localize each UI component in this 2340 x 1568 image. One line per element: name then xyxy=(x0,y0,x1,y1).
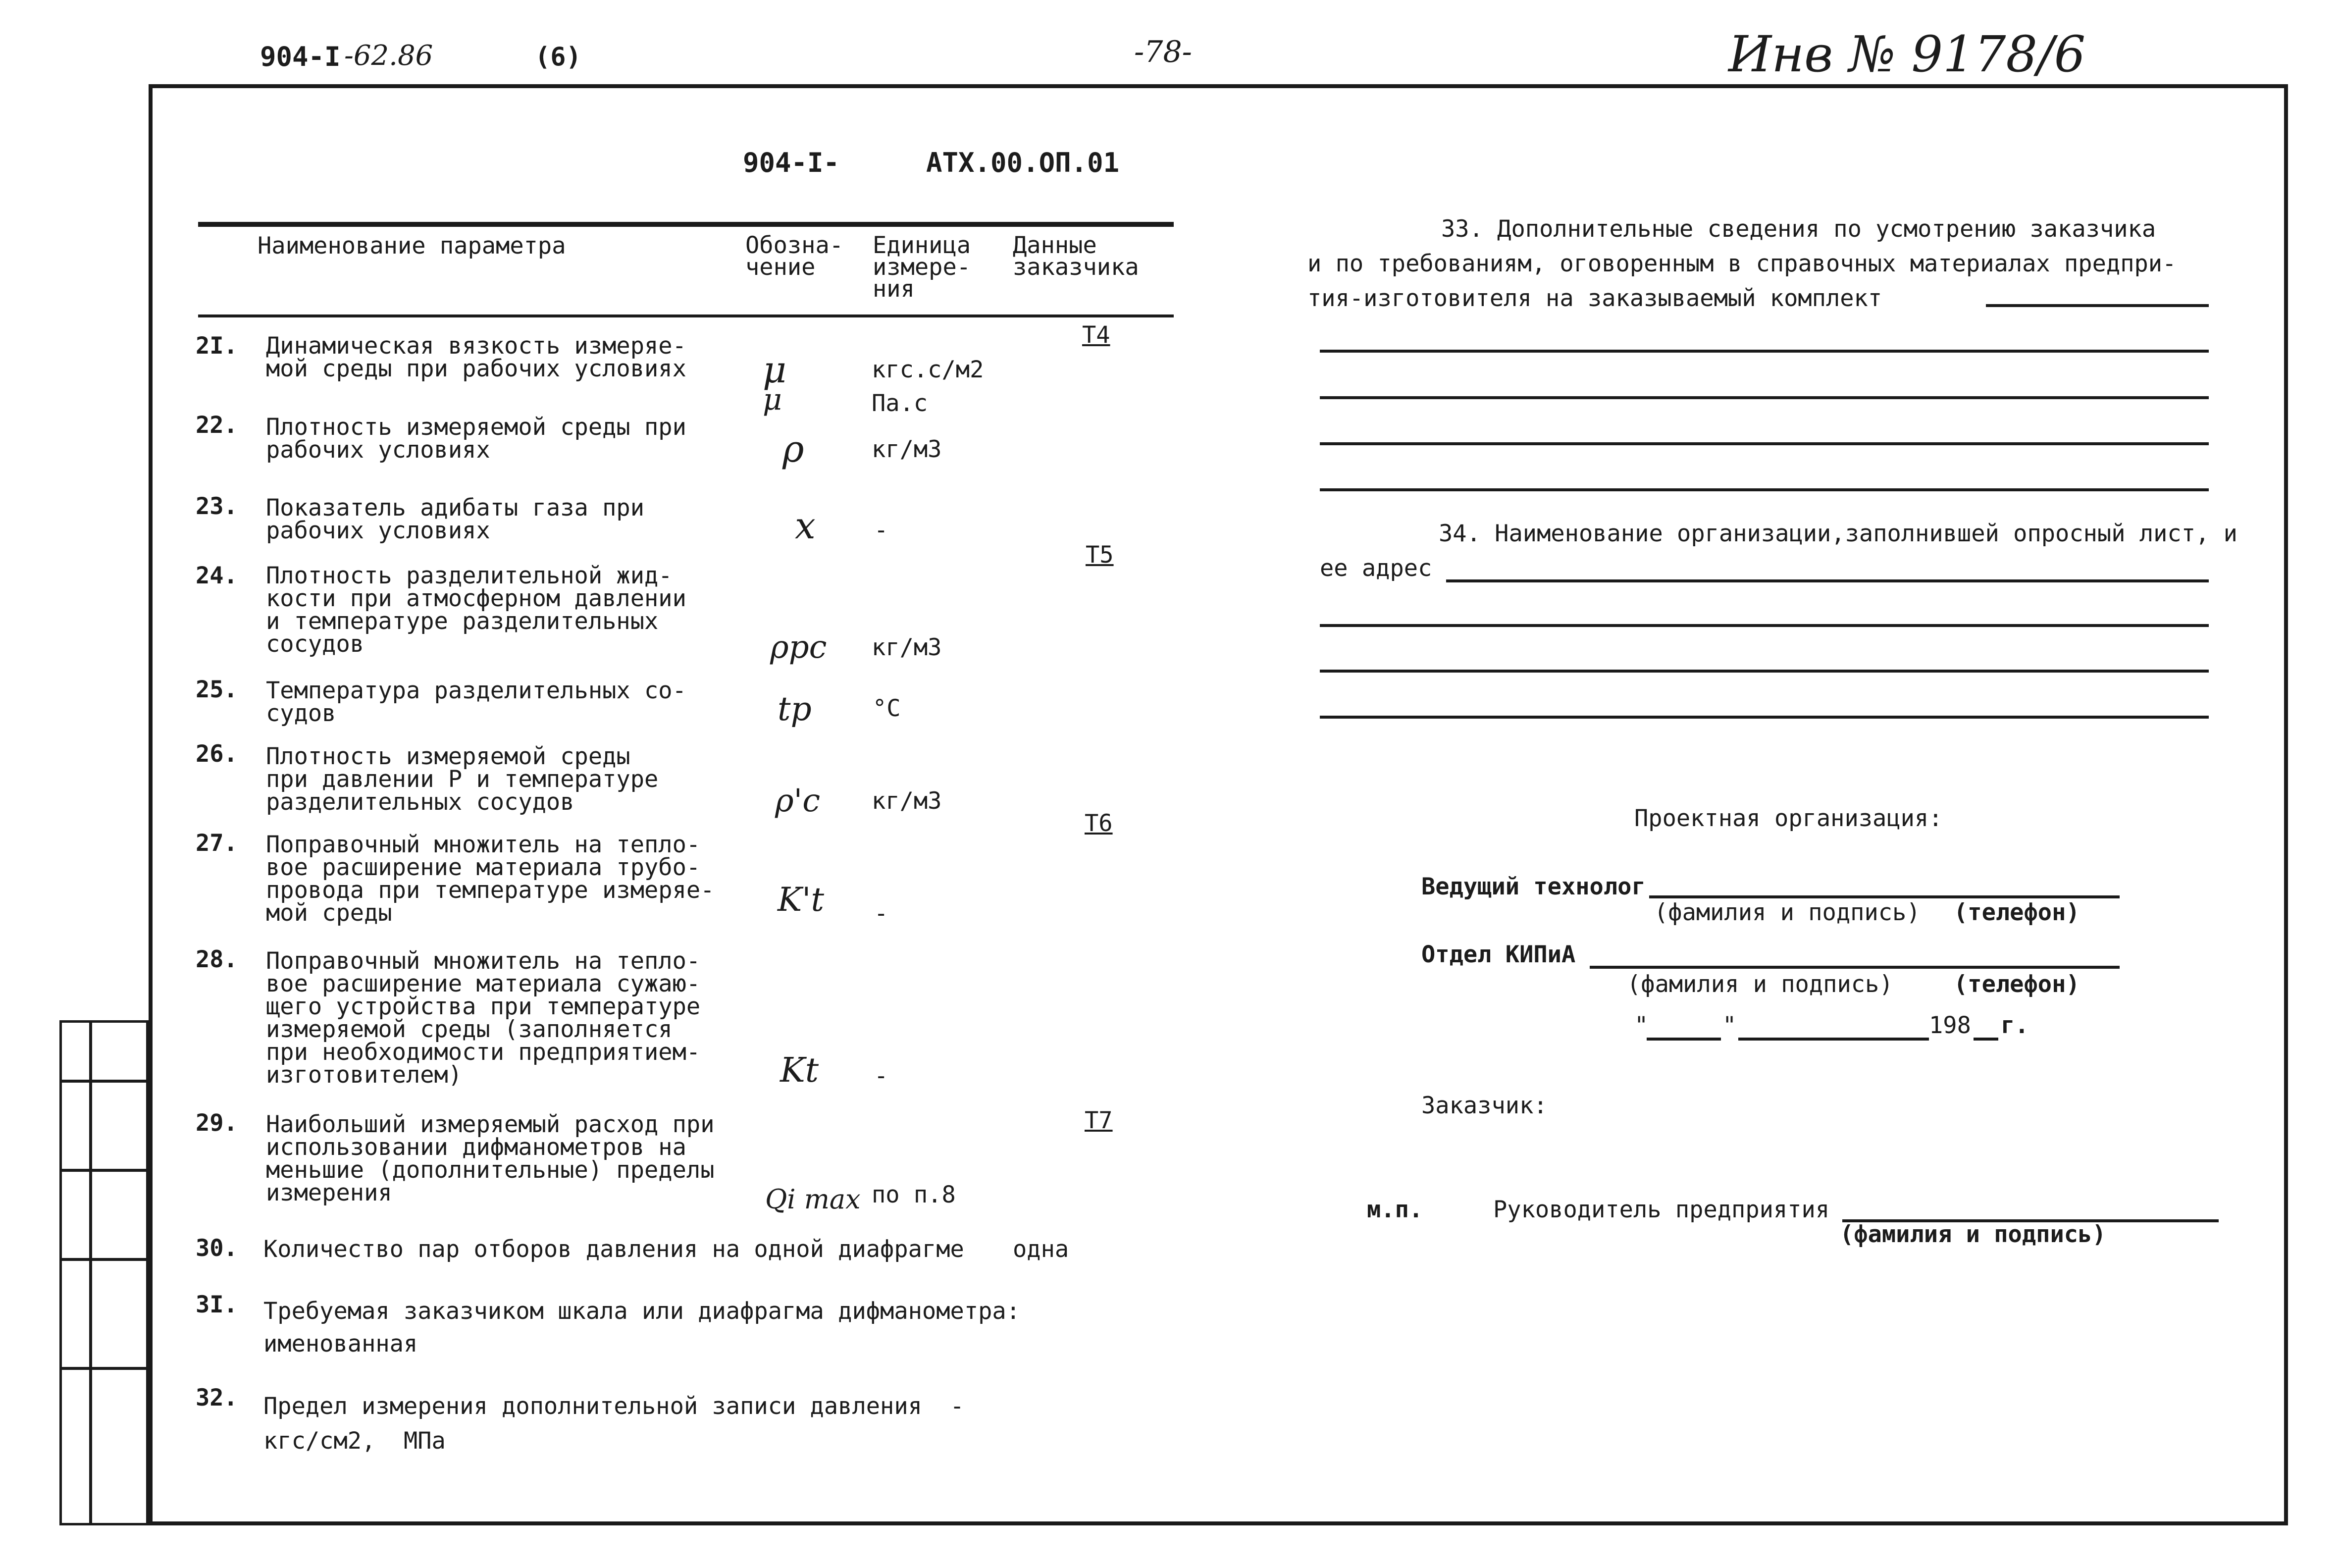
row-unit: Па.с xyxy=(872,390,928,417)
row-number: 27. xyxy=(196,830,238,857)
date-year: 198 xyxy=(1929,1012,1971,1039)
date-day-line xyxy=(1647,1038,1721,1041)
row-number: 29. xyxy=(196,1109,238,1137)
row-unit: °C xyxy=(873,695,901,722)
series-number: 904-I xyxy=(260,41,341,72)
doc-code-right: АТХ.00.ОП.01 xyxy=(926,147,1120,178)
stamp-row-line xyxy=(59,1169,149,1172)
row-unit: - xyxy=(874,517,888,544)
row-customer-ref: T4 xyxy=(1082,321,1110,349)
item-33-text: 33. Дополнительные сведения по усмотрению заказчика и по требованиям, оговоренным в справочных материалах предпри- тия-изготовителя на заказываемый комплект xyxy=(1307,215,2177,312)
row-unit: по п.8 xyxy=(872,1181,956,1208)
item-34-address-label: ее адрес xyxy=(1320,555,1432,582)
fill-line xyxy=(1320,716,2209,719)
item-number: 3I. xyxy=(196,1291,238,1318)
row-parameter-text: Плотность разделительной жид- кости при атмосферном давлении и температуре разделительных сосудов xyxy=(266,562,686,658)
stamp-row-line xyxy=(59,1258,149,1261)
row-number: 25. xyxy=(196,676,238,703)
seal-place-label: м.п. xyxy=(1367,1196,1423,1223)
doc-code-left: 904-I- xyxy=(743,147,840,178)
row-parameter-text: Поправочный множитель на тепло- вое расширение материала трубо- провода при температуре измеряе- мой среды xyxy=(266,831,715,927)
fill-line xyxy=(1320,396,2209,399)
row-unit: кг/м3 xyxy=(872,787,942,815)
row-symbol: Kt xyxy=(780,1051,819,1090)
row-symbol: ρpc xyxy=(770,629,827,666)
row-parameter-text: Плотность измеряемой среды при давлении P и температуре разделительных сосудов xyxy=(266,743,659,816)
fill-line xyxy=(1446,579,2209,582)
stamp-row-line xyxy=(59,1080,149,1083)
stamp-divider xyxy=(89,1020,92,1525)
row-symbol: tp xyxy=(778,690,812,728)
row-parameter-text: Динамическая вязкость измеряе- мой среды при рабочих условиях xyxy=(266,332,686,382)
table-header-rule xyxy=(198,314,1174,317)
design-org-label: Проектная организация: xyxy=(1634,805,1943,832)
row-number: 26. xyxy=(196,740,238,768)
item-number: 30. xyxy=(196,1235,238,1262)
signature-caption: (фамилия и подпись) xyxy=(1840,1221,2106,1248)
row-parameter-text: Поправочный множитель на тепло- вое расширение материала сужаю- щего устройства при температуре измеряемой среды (заполняется при необходимости предприятием- изготовителем) xyxy=(266,947,701,1089)
phone-caption: (телефон) xyxy=(1954,971,2080,998)
table-top-rule xyxy=(198,222,1174,227)
item-34-text: 34. Наименование организации,заполнившей опросный лист, и xyxy=(1439,520,2237,547)
row-symbol: K't xyxy=(778,881,824,919)
row-parameter-text: Плотность измеряемой среды при рабочих условиях xyxy=(266,414,686,464)
inventory-number: Инв № 9178/6 xyxy=(1728,25,2086,83)
header-symbol: Обозна- чение xyxy=(745,232,844,281)
row-unit: кг/м3 xyxy=(872,634,942,661)
row-symbol: μ xyxy=(763,382,782,417)
header-unit: Единица измере- ния xyxy=(873,232,971,303)
row-customer-ref: T7 xyxy=(1085,1107,1113,1134)
row-symbol: ρ'c xyxy=(775,783,821,819)
signature-line xyxy=(1649,895,2120,898)
header-customer-data: Данные заказчика xyxy=(1013,232,1139,281)
date-quote-open: " xyxy=(1634,1012,1649,1039)
row-number: 28. xyxy=(196,946,238,973)
fill-line xyxy=(1320,350,2209,353)
date-quote-close: " xyxy=(1722,1012,1737,1039)
date-month-line xyxy=(1738,1038,1929,1041)
row-customer-ref: T5 xyxy=(1086,541,1114,569)
signature-caption: (фамилия и подпись) xyxy=(1654,899,1921,926)
row-parameter-text: Показатель адибаты газа при рабочих условиях xyxy=(266,494,645,544)
row-unit: кгс.с/м2 xyxy=(872,356,984,383)
row-unit: кг/м3 xyxy=(872,436,942,463)
kip-department-label: Отдел КИПиА xyxy=(1421,941,1576,968)
item-number: 32. xyxy=(196,1384,238,1411)
row-symbol: ρ xyxy=(782,428,804,470)
stamp-column xyxy=(59,1020,149,1525)
item-text: Предел измерения дополнительной записи давления - кгс/см2, МПа xyxy=(263,1393,964,1455)
item-text: Количество пар отборов давления на одной диафрагме xyxy=(263,1236,964,1263)
lead-technologist-label: Ведущий технолог xyxy=(1421,873,1646,900)
head-of-enterprise-label: Руководитель предприятия xyxy=(1493,1196,1830,1223)
item-text: Требуемая заказчиком шкала или диафрагма дифманометра: именованная xyxy=(263,1298,1021,1358)
header-parameter-name: Наименование параметра xyxy=(258,232,566,260)
signature-line xyxy=(1590,966,2120,969)
row-number: 23. xyxy=(196,493,238,520)
row-symbol: x xyxy=(795,505,816,547)
signature-caption: (фамилия и подпись) xyxy=(1627,971,1893,998)
page-number: -78- xyxy=(1134,35,1192,69)
row-parameter-text: Наибольший измеряемый расход при использовании дифманометров на меньшие (дополнительные) пределы измерения xyxy=(266,1111,715,1206)
series-handwritten: -62.86 xyxy=(344,40,433,72)
phone-caption: (телефон) xyxy=(1954,899,2080,926)
fill-line xyxy=(1986,304,2209,307)
row-number: 2I. xyxy=(196,332,238,360)
row-symbol: Qi max xyxy=(765,1184,861,1215)
date-year-suffix: г. xyxy=(2001,1012,2029,1039)
fill-line xyxy=(1320,670,2209,673)
fill-line xyxy=(1320,442,2209,445)
row-symbol: μ xyxy=(763,349,787,391)
row-customer-ref: T6 xyxy=(1085,810,1113,837)
volume-number: (6) xyxy=(535,42,581,72)
item-value: одна xyxy=(1013,1236,1069,1263)
row-parameter-text: Температура разделительных со- судов xyxy=(266,677,686,727)
row-number: 24. xyxy=(196,562,238,589)
stamp-row-line xyxy=(59,1367,149,1370)
row-number: 22. xyxy=(196,412,238,439)
fill-line xyxy=(1320,624,2209,627)
customer-label: Заказчик: xyxy=(1421,1092,1548,1119)
row-unit: - xyxy=(874,1062,888,1090)
row-unit: - xyxy=(874,900,888,927)
date-year-line xyxy=(1974,1038,1998,1041)
fill-line xyxy=(1320,488,2209,491)
